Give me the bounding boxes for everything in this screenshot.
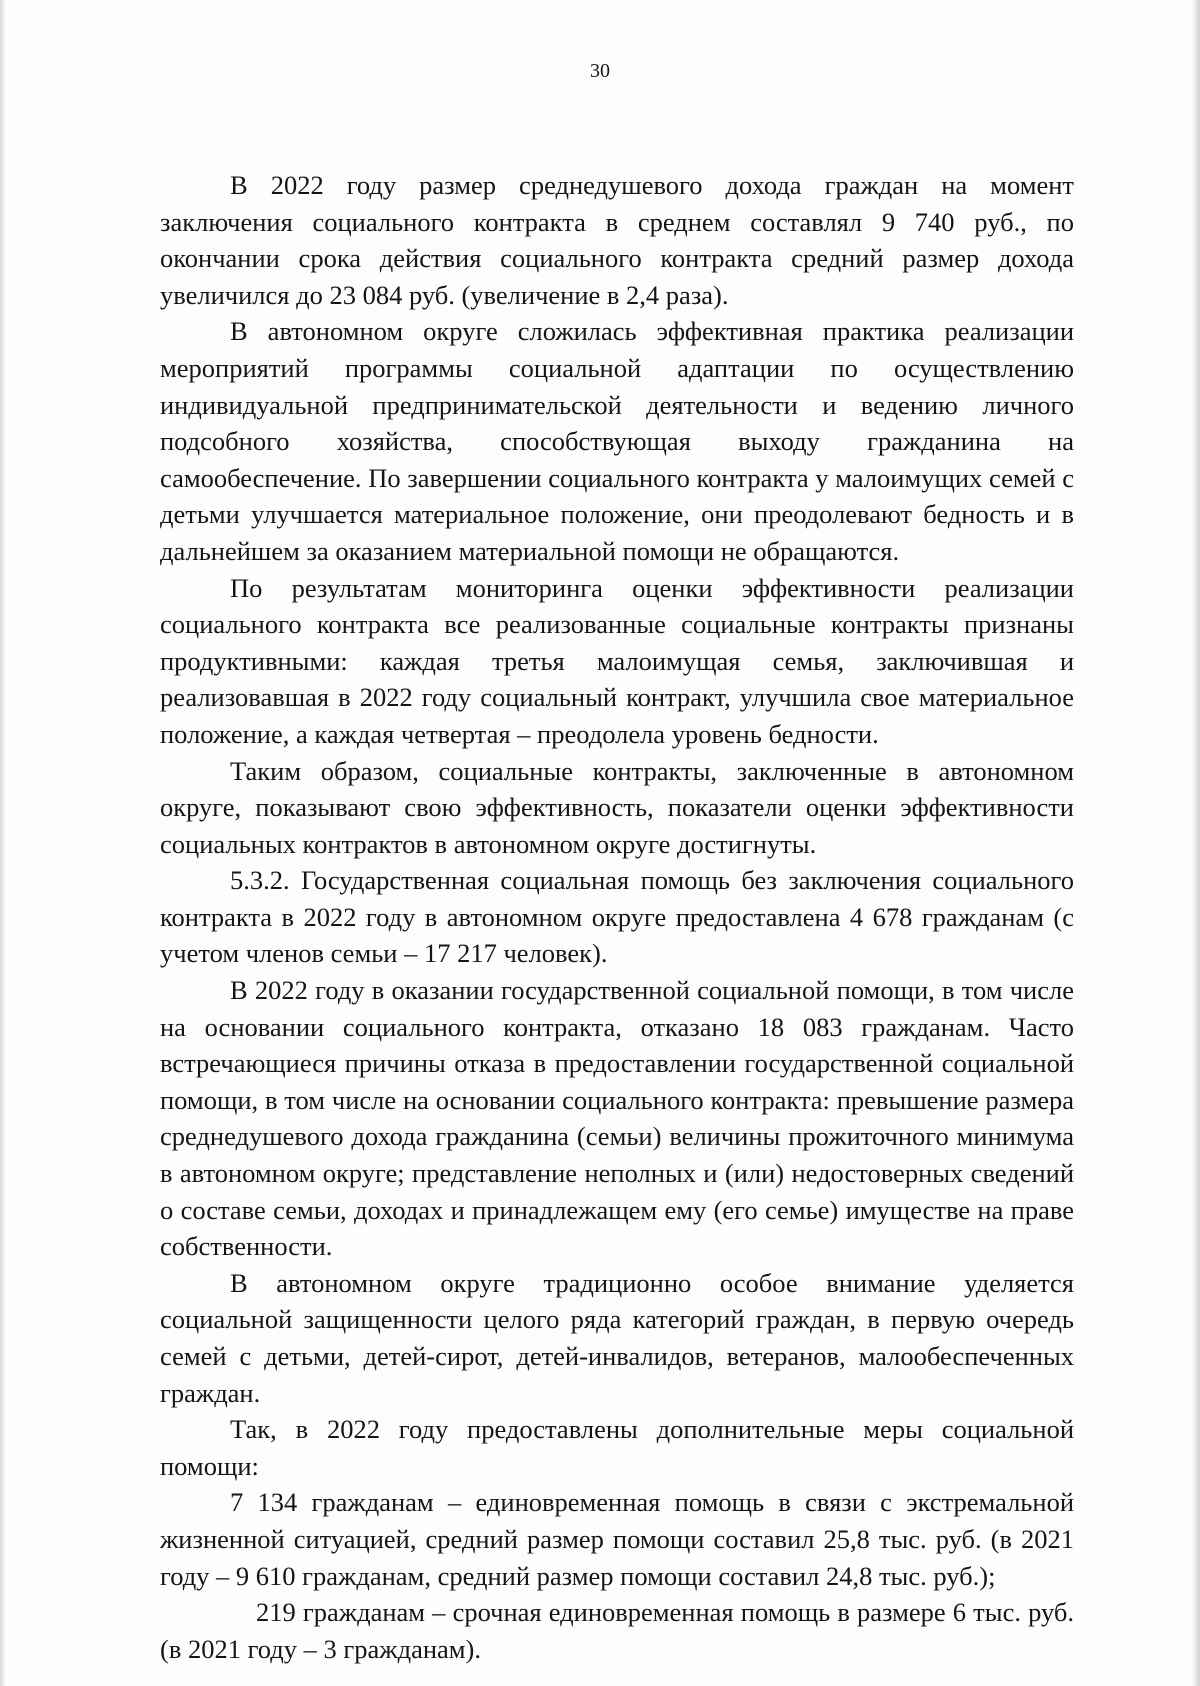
paragraph-additional-measures: Так, в 2022 году предоставлены дополнительные меры социальной помощи: bbox=[160, 1414, 1074, 1481]
body-text bbox=[160, 167, 1074, 1667]
paragraph-effectiveness: Таким образом, социальные контракты, заключенные в автономном округе, показывают свою эффективность, показатели оценки эффективности социальных контрактов в автономном округе достигнуты. bbox=[160, 755, 1074, 859]
paragraph-one-time-aid: 7 134 гражданам – единовременная помощь в связи с экстремальной жизненной ситуацией, средний размер помощи составил 25,8 тыс. руб. (в 2021 году – 9 610 гражданам, средний размер помощи составил 24,8 тыс. руб.); bbox=[160, 1487, 1074, 1591]
page-number: 30 bbox=[590, 60, 610, 82]
scan-edge-right bbox=[1192, 0, 1200, 1686]
paragraph-urgent-aid: 219 гражданам – срочная единовременная помощь в размере 6 тыс. руб. (в 2021 году – 3 гражданам). bbox=[160, 1597, 1074, 1664]
paragraph-adaptation-practice: В автономном округе сложилась эффективная практика реализации мероприятий программы социальной адаптации по осуществлению индивидуальной предпринимательской деятельности и ведению личного подсобного хозяйства, способствующая выходу гражданина на самообеспечение. По завершении социального контракта у малоимущих семей с детьми улучшается материальное положение, они преодолевают бедность и в дальнейшем за оказанием материальной помощи не обращаются. bbox=[160, 316, 1074, 566]
paragraph-income-stats: В 2022 году размер среднедушевого дохода граждан на момент заключения социального контракта в среднем составлял 9 740 руб., по окончании срока действия социального контракта средний размер дохода увеличился до 23 084 руб. (увеличение в 2,4 раза). bbox=[160, 170, 1074, 310]
paragraph-social-protection: В автономном округе традиционно особое внимание уделяется социальной защищенности целого ряда категорий граждан, в первую очередь семей с детьми, детей-сирот, детей-инвалидов, ветеранов, малообеспеченных граждан. bbox=[160, 1267, 1074, 1408]
paragraph-monitoring-results: По результатам мониторинга оценки эффективности реализации социального контракта все реализованные социальные контракты признаны продуктивными: каждая третья малоимущая семья, заключившая и реализовавшая в 2022 году социальный контракт, улучшила свое материальное положение, а каждая четвертая – преодолела уровень бедности. bbox=[160, 572, 1074, 749]
paragraph-section-5-3-2: 5.3.2. Государственная социальная помощь без заключения социального контракта в 2022 году в автономном округе предоставлена 4 678 гражданам (с учетом членов семьи – 17 217 человек). bbox=[160, 865, 1074, 969]
scan-edge-left bbox=[0, 0, 6, 1686]
paragraph-refusals: В 2022 году в оказании государственной социальной помощи, в том числе на основании социального контракта, отказано 18 083 гражданам. Часто встречающиеся причины отказа в предоставлении государственной социальной помощи, в том числе на основании социального контракта: превышение размера среднедушевого дохода гражданина (семьи) величины прожиточного минимума в автономном округе; представление неполных и (или) недостоверных сведений о составе семьи, доходах и принадлежащем ему (его семье) имуществе на праве собственности. bbox=[160, 975, 1074, 1262]
